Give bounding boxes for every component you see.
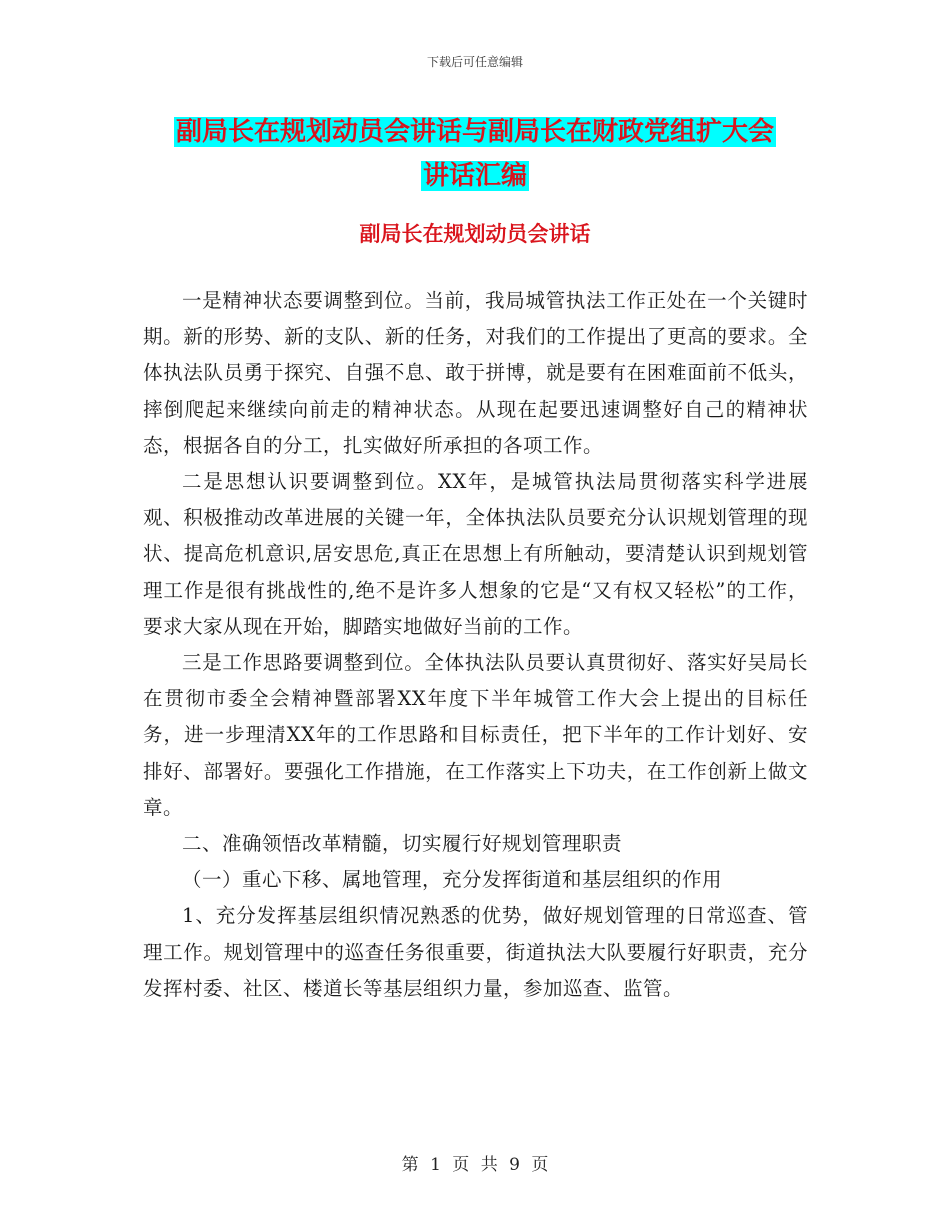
header-note: 下载后可任意编辑 [426, 55, 523, 69]
paragraph: （一）重心下移、属地管理，充分发挥街道和基层组织的作用 [182, 868, 723, 892]
paragraph: 一是精神状态要调整到位。当前，我局城管执法工作正处在一个关键时期。新的形势、新的支队、新的任务，对我们的工作提出了更高的要求。全体执法队员勇于探究、自强不息、敢于拼博，就是要有在困难面前不低头，摔倒爬起来继续向前走的精神状态。从现在起要迅速调整好自己的精神状态，根据各自的分工，扎实做好所承担的各项工作。 [143, 289, 808, 457]
title-line-1: 副局长在规划动员会讲话与副局长在财政党组扩大会 [175, 117, 774, 147]
title-line-2: 讲话汇编 [422, 161, 527, 191]
paragraph: 三是工作思路要调整到位。全体执法队员要认真贯彻好、落实好吴局长在贯彻市委全会精神暨部署XX年度下半年城管工作大会上提出的目标任务，进一步理清XX年的工作思路和目标责任，把下半年的工作计划好、安排好、部署好。要强化工作措施，在工作落实上下功夫，在工作创新上做文章。 [143, 651, 808, 819]
paragraph: 二是思想认识要调整到位。XX年，是城管执法局贯彻落实科学进展观、积极推动改革进展的关键一年，全体执法队员要充分认识规划管理的现状、提高危机意识,居安思危,真正在思想上有所触动，要清楚认识到规划管理工作是很有挑战性的,绝不是许多人想象的它是“又有权又轻松”的工作，要求大家从现在开始，脚踏实地做好当前的工作。 [143, 470, 808, 638]
paragraph: 1、充分发挥基层组织情况熟悉的优势，做好规划管理的日常巡查、管理工作。规划管理中的巡查任务很重要，街道执法大队要履行好职责，充分发挥村委、社区、楼道长等基层组织力量，参加巡查、监管。 [143, 904, 808, 1000]
page-number-footer: 第 1 页 共 9 页 [401, 1155, 549, 1175]
body-text [143, 283, 808, 1007]
paragraph: 二、准确领悟改革精髓，切实履行好规划管理职责 [182, 832, 623, 856]
document-title [0, 110, 950, 198]
section-title: 副局长在规划动员会讲话 [359, 222, 591, 246]
